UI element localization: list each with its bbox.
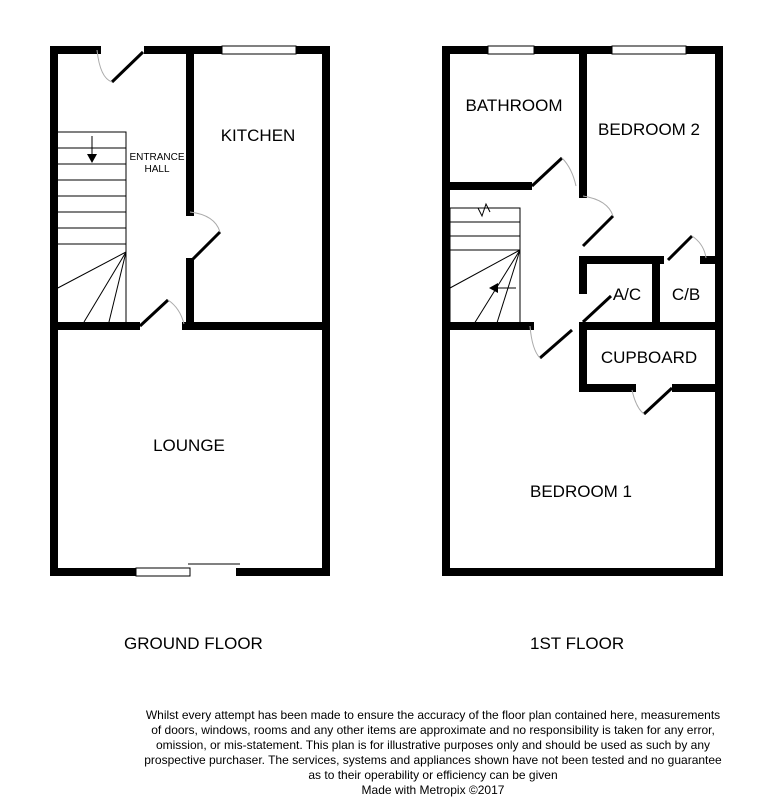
first-floor-plan — [446, 46, 719, 572]
lounge-door — [140, 300, 168, 326]
disclaimer-line: prospective purchaser. The services, systems and appliances shown have not been tested and no guarantee — [144, 753, 722, 767]
cb-door — [668, 236, 692, 260]
ac-label: A/C — [612, 285, 642, 304]
bedroom-1-label: BEDROOM 1 — [529, 482, 633, 501]
disclaimer — [120, 708, 746, 798]
bedroom-2-label: BEDROOM 2 — [597, 120, 701, 139]
disclaimer-line: omission, or mis-statement. This plan is for illustrative purposes only and should be used as such by any — [155, 738, 711, 752]
front-door — [112, 52, 143, 82]
first-floor-title: 1ST FLOOR — [530, 634, 625, 653]
entrance-hall-label-line2: HALL — [144, 164, 170, 175]
ac-door — [583, 296, 611, 322]
disclaimer-line: Whilst every attempt has been made to ensure the accuracy of the floor plan contained here, measurements — [145, 708, 721, 722]
disclaimer-line: of doors, windows, rooms and any other items are approximate and no responsibility is taken for any error, — [151, 723, 715, 737]
cupboard-door — [644, 388, 672, 414]
cb-label: C/B — [671, 285, 701, 304]
kitchen-label: KITCHEN — [220, 126, 296, 145]
bedroom-1-door — [540, 330, 572, 358]
metropix-credit: Made with Metropix ©2017 — [361, 783, 505, 797]
ground-floor-title: GROUND FLOOR — [124, 634, 263, 653]
bathroom-window — [488, 46, 534, 54]
cupboard-label: CUPBOARD — [600, 348, 698, 367]
disclaimer-line: as to their operability or efficiency can be given — [308, 768, 558, 782]
kitchen-door — [190, 232, 220, 262]
bedroom-2-window — [612, 46, 686, 54]
lounge-patio-door — [136, 568, 190, 576]
bedroom-2-door — [583, 216, 613, 246]
first-floor-staircase — [450, 204, 520, 326]
bathroom-label: BATHROOM — [465, 96, 563, 115]
lounge-label: LOUNGE — [153, 436, 225, 455]
bathroom-door — [532, 158, 562, 186]
entrance-hall-label-line1: ENTRANCE — [129, 152, 185, 163]
kitchen-window — [222, 46, 296, 54]
ground-floor-staircase — [54, 132, 126, 326]
ground-floor-plan — [54, 46, 326, 576]
